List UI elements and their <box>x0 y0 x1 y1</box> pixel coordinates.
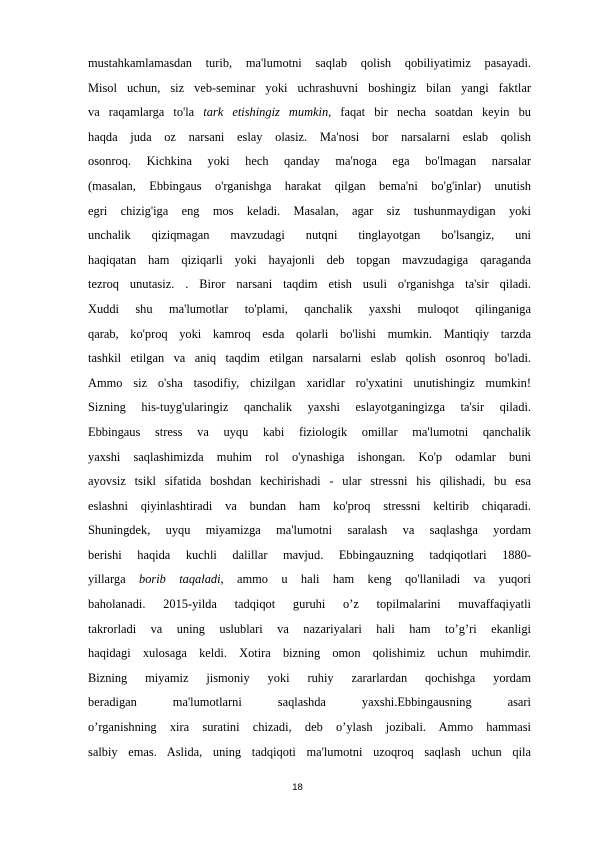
text-segment: unchalik qiziqmagan mavzudagi nutqni tinglayotgan bo'lsangiz, uni <box>88 228 531 243</box>
text-line <box>88 567 531 592</box>
text-segment: haqda juda oz narsani eslay olasiz. Ma'nosi bor narsalarni eslab qolish <box>88 129 531 144</box>
text-line <box>88 149 531 174</box>
text-line <box>88 469 531 494</box>
text-line <box>88 690 531 715</box>
text-segment: (masalan, Ebbingaus o'rganishga harakat qilgan bema'ni bo'g'inlar) unutish <box>88 178 531 193</box>
text-line <box>88 494 531 519</box>
text-segment: salbiy emas. Aslida, uning tadqiqoti ma'lumotni uzoqroq saqlash uchun qila <box>88 744 531 759</box>
text-line <box>88 248 531 273</box>
text-line <box>88 272 531 297</box>
text-segment: beradigan ma'lumotlarni saqlashda yaxshi.Ebbingausning asari <box>88 695 531 710</box>
text-segment: Shuningdek, uyqu miyamizga ma'lumotni saralash va saqlashga yordam <box>88 523 531 538</box>
text-line <box>88 420 531 445</box>
text-line <box>88 518 531 543</box>
text-line <box>88 641 531 666</box>
text-line <box>88 592 531 617</box>
text-line <box>88 174 531 199</box>
text-line <box>88 617 531 642</box>
text-segment: haqiqatan ham qiziqarli yoki hayajonli deb topgan mavzudagiga qaraganda <box>88 252 531 267</box>
text-segment: osonroq. Kichkina yoki hech qanday ma'noga ega bo'lmagan narsalar <box>88 154 531 169</box>
text-segment: egri chizig'iga eng mos keladi. Masalan, agar siz tushunmaydigan yoki <box>88 203 531 218</box>
text-segment: Ammo siz o'sha tasodifiy, chizilgan xaridlar ro'yxatini unutishingiz mumkin! <box>88 375 531 390</box>
text-segment: yaxshi saqlashimizda muhim rol o'ynashiga ishongan. Ko'p odamlar buni <box>88 449 531 464</box>
text-line <box>88 346 531 371</box>
text-line <box>88 51 531 76</box>
text-segment: Sizning his-tuyg'ularingiz qanchalik yaxshi eslayotganingizga ta'sir qiladi. <box>88 400 531 415</box>
text-segment: takrorladi va uning uslublari va nazariyalari hali ham to’g’ri ekanligi <box>88 621 531 636</box>
text-segment: va raqamlarga to'la <box>88 105 204 120</box>
text-line <box>88 297 531 322</box>
text-segment: Misol uchun, siz veb-seminar yoki uchrashuvni boshingiz bilan yangi faktlar <box>88 80 531 95</box>
text-line <box>88 100 531 125</box>
text-line <box>88 715 531 740</box>
text-segment: o’rganishning xira suratini chizadi, deb o’ylash jozibali. Ammo hammasi <box>88 720 531 735</box>
text-segment: qarab, ko'proq yoki kamroq esda qolarli bo'lishi mumkin. Mantiqiy tarzda <box>88 326 531 341</box>
text-segment: mustahkamlamasdan turib, ma'lumotni saqlab qolish qobiliyatimiz pasayadi. <box>88 56 531 70</box>
text-line <box>88 395 531 420</box>
text-line <box>88 223 531 248</box>
text-segment: eslashni qiyinlashtiradi va bundan ham ko'proq stressni keltirib chiqaradi. <box>88 498 531 513</box>
text-segment: berishi haqida kuchli dalillar mavjud. Ebbingauzning tadqiqotlari 1880- <box>88 547 531 562</box>
italic-phrase: tark etishingiz mumkin <box>203 105 329 120</box>
text-line <box>88 371 531 396</box>
text-line <box>88 322 531 347</box>
text-line <box>88 740 531 765</box>
text-segment: , faqat bir necha soatdan keyin bu <box>328 105 531 120</box>
text-segment: ayovsiz tsikl sifatida boshdan kechirishadi - ular stressni his qilishadi, bu esa <box>88 474 531 489</box>
italic-phrase: borib taqaladi <box>139 572 221 587</box>
text-line <box>88 543 531 568</box>
text-segment: baholanadi. 2015-yilda tadqiqot guruhi o’z topilmalarini muvaffaqiyatli <box>88 597 531 612</box>
text-segment: tashkil etilgan va aniq taqdim etilgan narsalarni eslab qolish osonroq bo'ladi. <box>88 351 531 366</box>
text-segment: , ammo u hali ham keng qo'llaniladi va yuqori <box>220 572 531 587</box>
page-number: 18 <box>292 782 303 793</box>
text-segment: Xuddi shu ma'lumotlar to'plami, qanchalik yaxshi muloqot qilinganiga <box>88 301 531 316</box>
body-paragraph <box>88 51 531 764</box>
text-line <box>88 666 531 691</box>
text-segment: Ebbingaus stress va uyqu kabi fiziologik omillar ma'lumotni qanchalik <box>88 424 531 439</box>
text-segment: tezroq unutasiz. . Biror narsani taqdim etish usuli o'rganishga ta'sir qiladi. <box>88 277 531 292</box>
text-line <box>88 76 531 101</box>
text-segment: haqidagi xulosaga keldi. Xotira bizning omon qolishimiz uchun muhimdir. <box>88 646 531 661</box>
text-line <box>88 125 531 150</box>
text-line <box>88 445 531 470</box>
text-segment: yillarga <box>88 572 139 587</box>
text-line <box>88 199 531 224</box>
text-segment: Bizning miyamiz jismoniy yoki ruhiy zararlardan qochishga yordam <box>88 670 531 685</box>
